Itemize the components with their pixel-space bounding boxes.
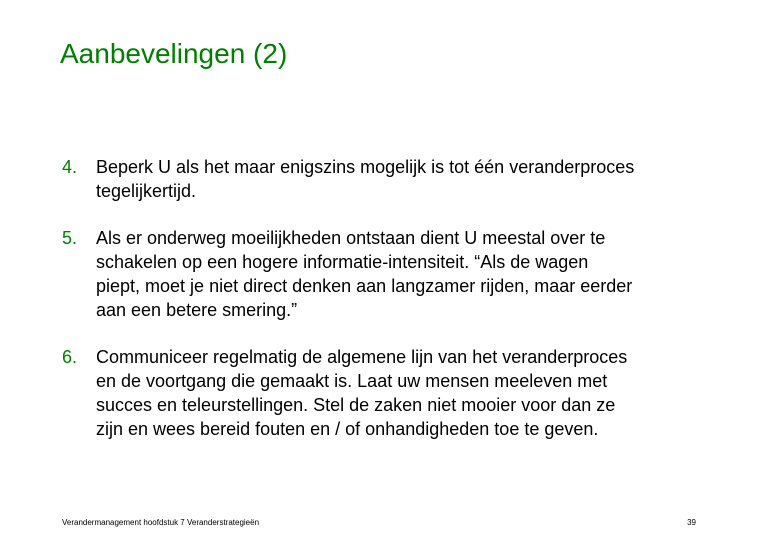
footer-source: Verandermanagement hoofdstuk 7 Veranderstrategieën <box>62 518 260 527</box>
item-text <box>96 226 712 322</box>
text-line: Beperk U als het maar enigszins mogelijk is tot één veranderproces <box>96 157 635 177</box>
recommendation-item-5 <box>62 226 712 322</box>
text-line: aan een betere smering.” <box>96 300 298 320</box>
item-number: 5. <box>62 228 78 248</box>
text-line: en de voortgang die gemaakt is. Laat uw mensen meeleven met <box>96 371 608 391</box>
item-number: 4. <box>62 157 78 177</box>
page-number: 39 <box>687 518 696 527</box>
text-line: zijn en wees bereid fouten en / of onhandigheden toe te geven. <box>96 419 599 439</box>
item-text <box>96 345 712 441</box>
text-line: Communiceer regelmatig de algemene lijn van het veranderproces <box>96 347 628 367</box>
item-number: 6. <box>62 347 78 367</box>
item-text <box>96 155 712 203</box>
text-line: schakelen op een hogere informatie-intensiteit. “Als de wagen <box>96 252 589 272</box>
text-line: succes en teleurstellingen. Stel de zaken niet mooier voor dan ze <box>96 395 616 415</box>
text-line: Als er onderweg moeilijkheden ontstaan dient U meestal over te <box>96 228 606 248</box>
slide-title: Aanbevelingen (2) <box>60 38 288 69</box>
recommendation-list <box>62 155 712 441</box>
text-line: tegelijkertijd. <box>96 181 197 201</box>
recommendation-item-4 <box>62 155 712 203</box>
text-line: piept, moet je niet direct denken aan langzamer rijden, maar eerder <box>96 276 633 296</box>
recommendation-item-6 <box>62 345 712 441</box>
